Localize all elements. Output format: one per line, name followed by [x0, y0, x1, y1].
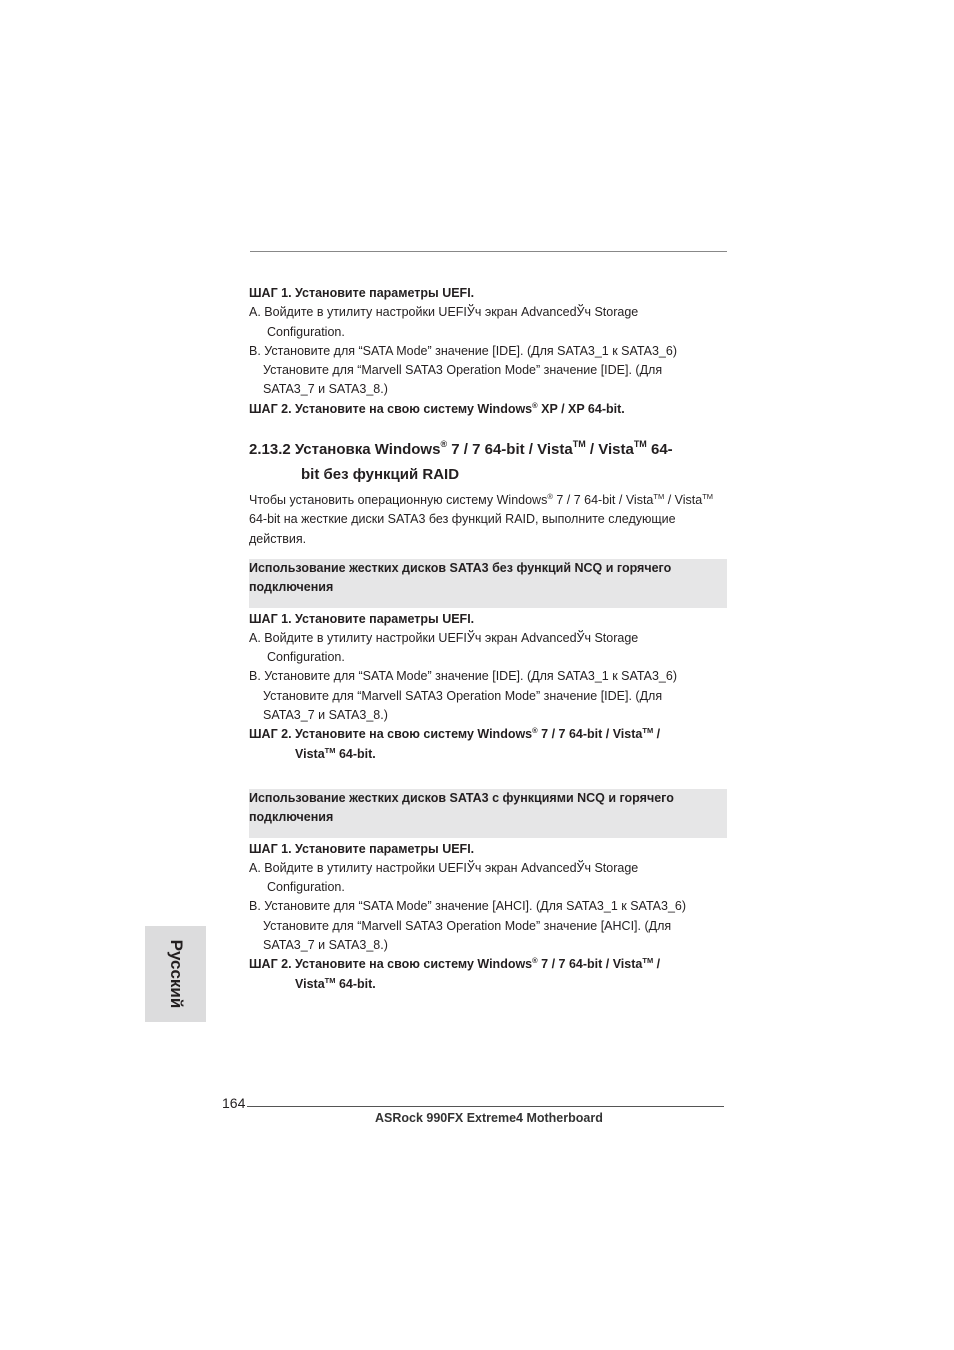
block3-step2-line1: ШАГ 2. Установите на свою систему Windows® 7 / 7 64-bit / Vista™ /	[249, 956, 661, 972]
block1-step1: ШАГ 1. Установите параметры UEFI.	[249, 286, 475, 300]
block1-item-b-line3: SATA3_7 и SATA3_8.)	[263, 382, 388, 397]
section-title-line2: bit без функций RAID	[301, 466, 460, 484]
intro-paragraph	[249, 491, 727, 549]
block3-item-a-line1: A. Войдите в утилиту настройки UEFIЎч экран AdvancedЎч Storage	[249, 860, 639, 875]
box1-line1: Использование жестких дисков SATA3 без функций NCQ и горячего	[249, 560, 672, 575]
spacer	[249, 764, 727, 779]
block2-item-b-line2: Установите для “Marvell SATA3 Operation Mode” значение [IDE]. (Для	[263, 688, 663, 703]
block1-step2: ШАГ 2. Установите на свою систему Windows® XP / XP 64-bit.	[249, 400, 625, 416]
block3-step2-line2: Vista™ 64-bit.	[295, 975, 376, 991]
footer-product-name: ASRock 990FX Extreme4 Motherboard	[375, 1111, 603, 1125]
block2-step1: ШАГ 1. Установите параметры UEFI.	[249, 611, 475, 626]
box2-line2: подключения	[249, 810, 334, 825]
page-number: 164	[222, 1095, 246, 1111]
section-title-line1: 2.13.2 Установка Windows® 7 / 7 64-bit / Vista™ / Vista™ 64-	[249, 439, 673, 459]
block2-item-a-line1: A. Войдите в утилиту настройки UEFIЎч экран AdvancedЎч Storage	[249, 630, 639, 645]
intro-line1: Чтобы установить операционную систему Windows® 7 / 7 64-bit / Vista™ / Vista™	[249, 492, 714, 508]
intro-line3: действия.	[249, 531, 307, 546]
block2-item-a-line2: Configuration.	[267, 650, 345, 665]
block2-item-b-line3: SATA3_7 и SATA3_8.)	[263, 708, 388, 723]
block3-item-a-line2: Configuration.	[267, 880, 345, 895]
block3-step1: ШАГ 1. Установите параметры UEFI.	[249, 841, 475, 856]
section-title	[249, 437, 727, 487]
block3-item-b-line1: B. Установите для “SATA Mode” значение [AHCI]. (Для SATA3_1 к SATA3_6)	[249, 899, 687, 914]
block1-item-b-line2: Установите для “Marvell SATA3 Operation Mode” значение [IDE]. (Для	[263, 363, 663, 378]
subheading-box-no-ncq	[249, 559, 727, 608]
language-side-tab	[145, 926, 206, 1022]
block1-item-a-line1: A. Войдите в утилиту настройки UEFIЎч экран AdvancedЎч Storage	[249, 305, 639, 320]
box2-line1: Использование жестких дисков SATA3 с функциями NCQ и горячего	[249, 790, 674, 805]
subheading-box-with-ncq	[249, 789, 727, 838]
block2-item-b-line1: B. Установите для “SATA Mode” значение [IDE]. (Для SATA3_1 к SATA3_6)	[249, 669, 677, 684]
block3-item-b-line3: SATA3_7 и SATA3_8.)	[263, 938, 388, 953]
box1-line2: подключения	[249, 580, 334, 595]
top-rule	[250, 251, 727, 252]
bottom-rule	[247, 1106, 724, 1107]
block2-step2-line2: Vista™ 64-bit.	[295, 745, 376, 761]
block1-item-b-line1: B. Установите для “SATA Mode” значение [IDE]. (Для SATA3_1 к SATA3_6)	[249, 343, 677, 358]
block1-item-a-line2: Configuration.	[267, 324, 345, 339]
language-label: Русский	[166, 939, 186, 1009]
block3-item-b-line2: Установите для “Marvell SATA3 Operation Mode” значение [AHCI]. (Для	[263, 918, 672, 933]
intro-line2: 64-bit на жесткие диски SATA3 без функций RAID, выполните следующие	[249, 512, 676, 527]
page-content	[249, 284, 727, 994]
block2-step2-line1: ШАГ 2. Установите на свою систему Windows® 7 / 7 64-bit / Vista™ /	[249, 726, 661, 742]
